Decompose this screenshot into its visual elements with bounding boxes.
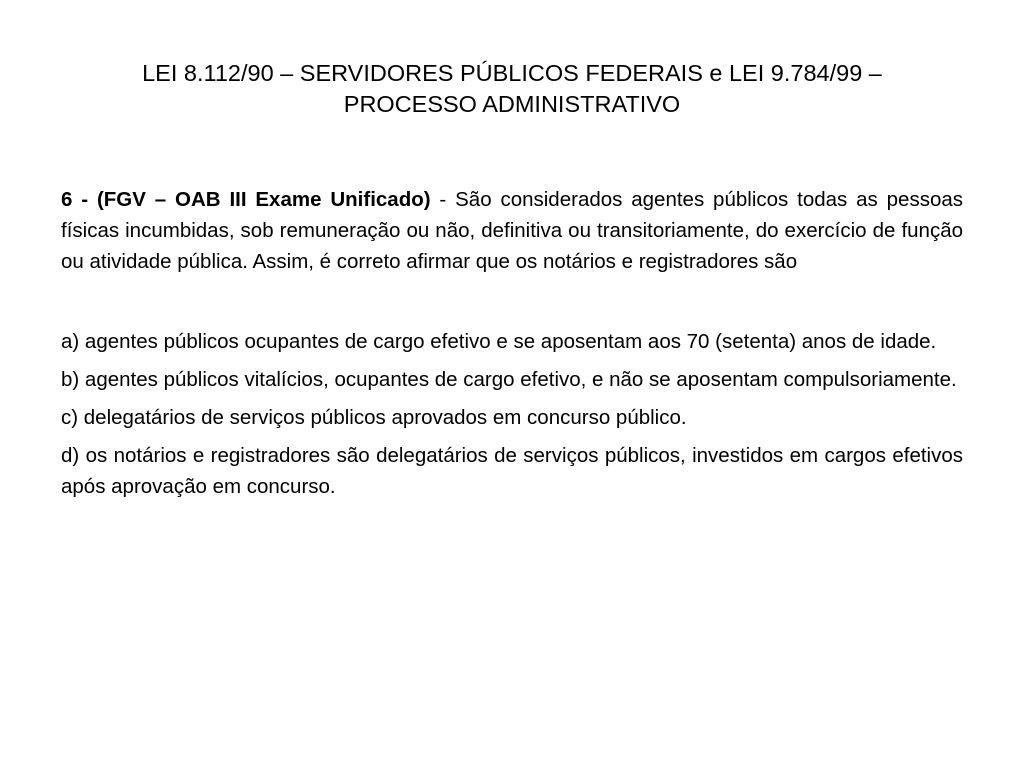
option-a: a) agentes públicos ocupantes de cargo efetivo e se aposentam aos 70 (setenta) anos de idade. <box>61 330 937 353</box>
slide-body <box>61 184 963 509</box>
option-c: c) delegatários de serviços públicos aprovados em concurso público. <box>61 406 687 429</box>
question-text: - São considerados agentes públicos todas as pessoas físicas incumbidas, sob remuneração ou não, definitiva ou transitoriamente, do exercício de função ou atividade pública. Assim, é correto afirmar que os notários e registradores são <box>61 188 964 273</box>
slide-title-line-1: LEI 8.112/90 – SERVIDORES PÚBLICOS FEDERAIS e LEI 9.784/99 – <box>142 60 882 86</box>
question-statement <box>61 184 963 277</box>
option-b: b) agentes públicos vitalícios, ocupantes de cargo efetivo, e não se aposentam compulsoriamente. <box>61 368 957 391</box>
slide-title-line-2: PROCESSO ADMINISTRATIVO <box>343 91 681 117</box>
option-d: d) os notários e registradores são delegatários de serviços públicos, investidos em cargos efetivos após aprovação em concurso. <box>61 444 963 498</box>
question-reference: 6 - (FGV – OAB III Exame Unificado) <box>61 188 431 211</box>
slide-title <box>40 58 984 120</box>
